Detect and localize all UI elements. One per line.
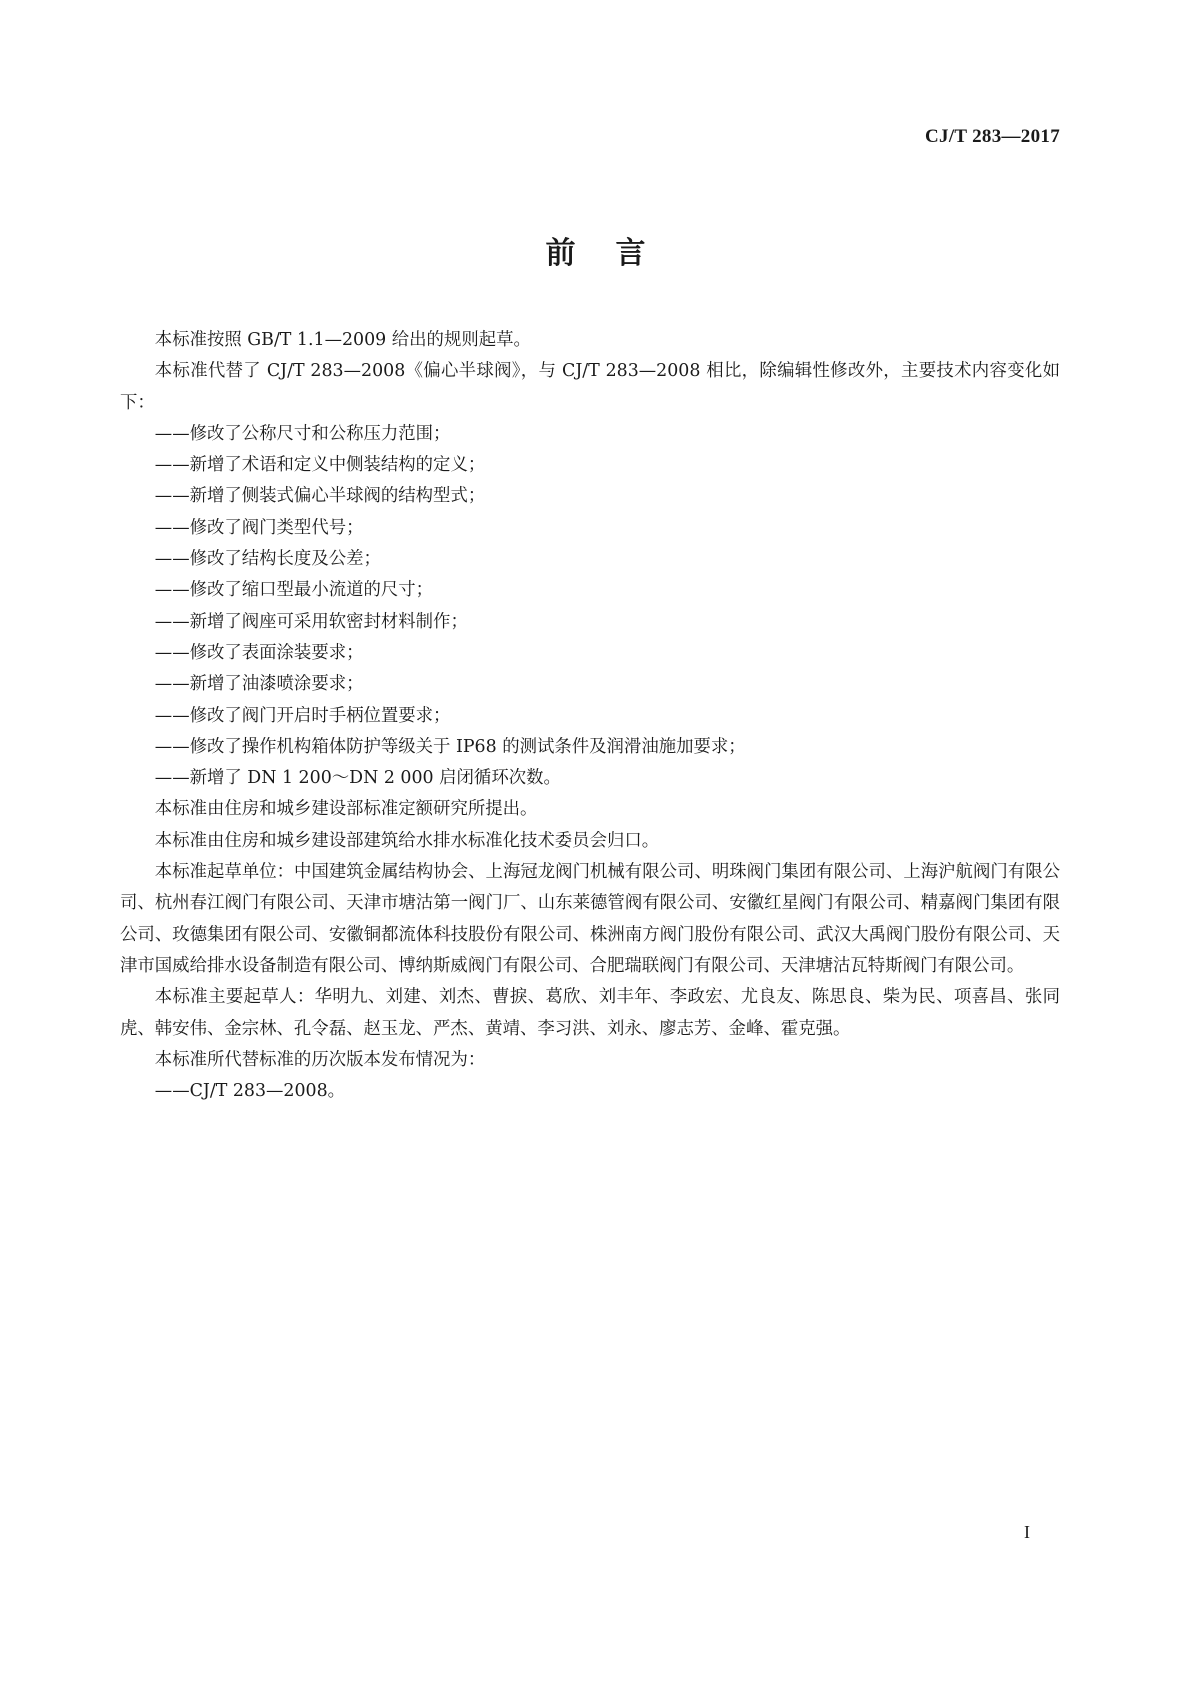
paragraph-drafting-rules: 本标准按照 GB/T 1.1—2009 给出的规则起草。 bbox=[154, 330, 531, 350]
list-item: ——修改了阀门开启时手柄位置要求； bbox=[154, 705, 451, 726]
list-item: ——新增了术语和定义中侧装结构的定义； bbox=[154, 455, 486, 476]
page-number: I bbox=[1024, 1522, 1030, 1542]
paragraph-drafting-units: 本标准起草单位：中国建筑金属结构协会、上海冠龙阀门机械有限公司、明珠阀门集团有限公司、上海沪航阀门有限公司、杭州春江阀门有限公司、天津市塘沽第一阀门厂、山东莱德管阀有限公司、安徽红星阀门有限公司、精嘉阀门集团有限公司、玫德集团有限公司、安徽铜都流体科技股份有限公司、株洲南方阀门股份有限公司、武汉大禹阀门股份有限公司、天津市国威给排水设备制造有限公司、博纳斯威阀门有限公司、合肥瑞联阀门有限公司、天津塘沽瓦特斯阀门有限公司。 bbox=[120, 862, 1060, 976]
list-item: ——修改了阀门类型代号； bbox=[154, 517, 364, 538]
list-item: ——CJ/T 283—2008。 bbox=[154, 1081, 346, 1102]
changes-list bbox=[120, 419, 1060, 795]
list-item: ——修改了结构长度及公差； bbox=[154, 549, 381, 570]
list-item: ——新增了 DN 1 200～DN 2 000 启闭循环次数。 bbox=[154, 768, 561, 789]
list-item: ——修改了操作机构箱体防护等级关于 IP68 的测试条件及润滑油施加要求； bbox=[154, 736, 746, 757]
paragraph-drafters: 本标准主要起草人：华明九、刘建、刘杰、曹捩、葛欣、刘丰年、李政宏、尤良友、陈思良、柴为民、项喜昌、张同虎、韩安伟、金宗林、孔令磊、赵玉龙、严杰、黄靖、李习洪、刘永、廖志芳、金峰、霍克强。 bbox=[120, 987, 1060, 1039]
list-item: ——修改了缩口型最小流道的尺寸； bbox=[154, 580, 434, 601]
list-item: ——新增了侧装式偏心半球阀的结构型式； bbox=[154, 486, 486, 507]
list-item: ——新增了阀座可采用软密封材料制作； bbox=[154, 611, 468, 632]
page-title: 前言 bbox=[545, 236, 686, 271]
foreword-body bbox=[120, 325, 1060, 1107]
standard-code: CJ/T 283—2017 bbox=[925, 126, 1060, 147]
list-item: ——新增了油漆喷涂要求； bbox=[154, 674, 364, 695]
list-item: ——修改了表面涂装要求； bbox=[154, 642, 364, 663]
paragraph-replacement: 本标准代替了 CJ/T 283—2008《偏心半球阀》，与 CJ/T 283—2008 相比，除编辑性修改外，主要技术内容变化如下： bbox=[120, 361, 1060, 413]
paragraph-administrator: 本标准由住房和城乡建设部建筑给水排水标准化技术委员会归口。 bbox=[154, 830, 660, 851]
paragraph-previous-versions: 本标准所代替标准的历次版本发布情况为： bbox=[154, 1049, 486, 1070]
list-item: ——修改了公称尺寸和公称压力范围； bbox=[154, 423, 451, 444]
paragraph-proposer: 本标准由住房和城乡建设部标准定额研究所提出。 bbox=[154, 799, 538, 820]
